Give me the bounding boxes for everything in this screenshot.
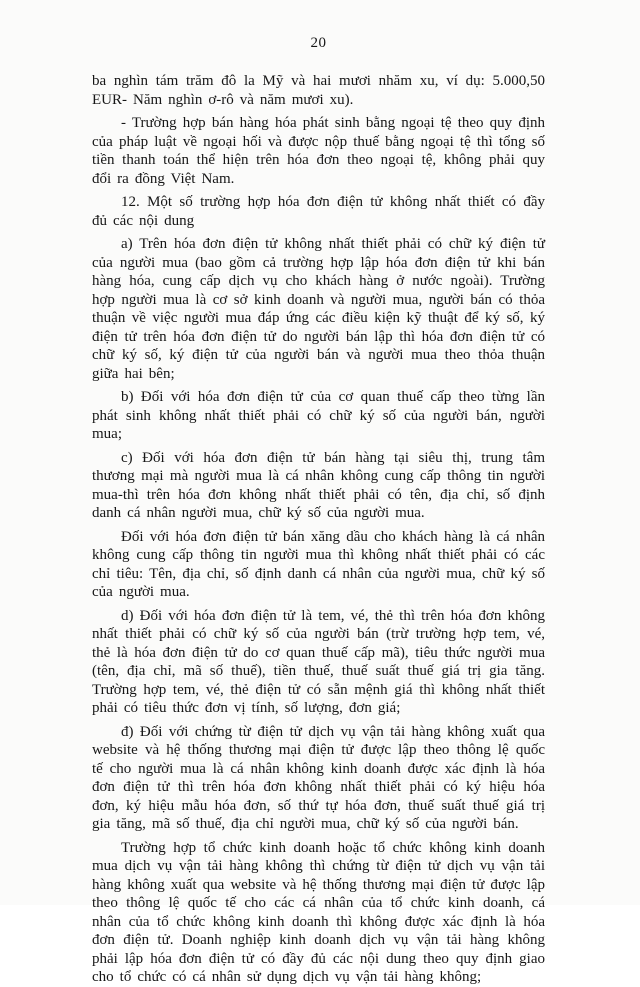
paragraph-foreign-currency-rule: - Trường hợp bán hàng hóa phát sinh bằng ngoại tệ theo quy định của pháp luật về ngoại hối và được nộp thuế bằng ngoại tệ thì tổng số tiền thanh toán thể hiện trên hóa đơn theo ngoại tệ, không phải quy đổi ra đồng Việt Nam. (92, 115, 545, 187)
paragraph-petrol-invoice: Đối với hóa đơn điện tử bán xăng dầu cho khách hàng là cá nhân không cung cấp thông tin người mua thì không nhất thiết phải có các chỉ tiêu: Tên, địa chỉ, số định danh cá nhân của người mua, chữ ký số của người mua. (92, 528, 545, 600)
paragraph-item-d: d) Đối với hóa đơn điện tử là tem, vé, thẻ thì trên hóa đơn không nhất thiết phải có chữ ký số của người bán (trừ trường hợp tem, vé, thẻ là hóa đơn điện tử do cơ quan thuế cấp mã), tiêu thức người mua (tên, địa chỉ, mã số thuế), tiền thuế, thuế suất thuế giá trị gia tăng. Trường hợp tem, vé, thẻ điện tử có sẵn mệnh giá thì không nhất thiết phải có tiêu thức đơn vị tính, số lượng, đơn giá; (92, 607, 545, 716)
document-body (92, 72, 545, 987)
paragraph-item-b: b) Đối với hóa đơn điện tử của cơ quan thuế cấp theo từng lần phát sinh không nhất thiết phải có chữ ký số của người bán, người mua; (92, 389, 545, 442)
paragraph-item-dd: đ) Đối với chứng từ điện tử dịch vụ vận tải hàng không xuất qua website và hệ thống thương mại điện tử được lập theo thông lệ quốc tế cho người mua là cá nhân không kinh doanh được xác định là hóa đơn điện tử thì trên hóa đơn không nhất thiết phải có ký hiệu hóa đơn, ký hiệu mẫu hóa đơn, số thứ tự hóa đơn, thuế suất thuế giá trị gia tăng, mã số thuế, địa chỉ người mua, chữ ký số của người bán. (92, 723, 545, 832)
paragraph-air-transport-org: Trường hợp tổ chức kinh doanh hoặc tổ chức không kinh doanh mua dịch vụ vận tải hàng không thì chứng từ điện tử dịch vụ vận tải hàng không xuất qua website và hệ thống thương mại điện tử được lập theo thông lệ quốc tế cho các cá nhân của tổ chức kinh doanh, cá nhân của tổ chức không kinh doanh thì không được xác định là hóa đơn điện tử. Doanh nghiệp kinh doanh dịch vụ vận tải hàng không phải lập hóa đơn điện tử có đầy đủ các nội dung theo quy định giao cho tổ chức có cá nhân sử dụng dịch vụ vận tải hàng không; (92, 839, 545, 985)
paragraph-item-a: a) Trên hóa đơn điện tử không nhất thiết phải có chữ ký điện tử của người mua (bao gồm cả trường hợp lập hóa đơn điện tử khi bán hàng hóa, cung cấp dịch vụ cho khách hàng ở nước ngoài). Trường hợp người mua là cơ sở kinh doanh và người mua, người bán có thỏa thuận về việc người mua đáp ứng các điều kiện kỹ thuật để ký số, ký điện tử trên hóa đơn điện tử do người bán lập thì hóa đơn điện tử có chữ ký số, ký điện tử của người bán và người mua theo thỏa thuận giữa hai bên; (92, 236, 545, 382)
page-number: 20 (310, 35, 327, 51)
paragraph-item-c: c) Đối với hóa đơn điện tử bán hàng tại siêu thị, trung tâm thương mại mà người mua là cá nhân không cung cấp thông tin người mua-thì trên hóa đơn không nhất thiết phải có tên, địa chỉ, số định danh cá nhân người mua, chữ ký số của người mua. (92, 449, 545, 521)
paragraph-currency-continuation: ba nghìn tám trăm đô la Mỹ và hai mươi nhăm xu, ví dụ: 5.000,50 EUR- Năm nghìn ơ-rô và năm mươi xu). (92, 73, 545, 108)
paragraph-heading-12: 12. Một số trường hợp hóa đơn điện tử không nhất thiết có đầy đủ các nội dung (92, 194, 545, 229)
